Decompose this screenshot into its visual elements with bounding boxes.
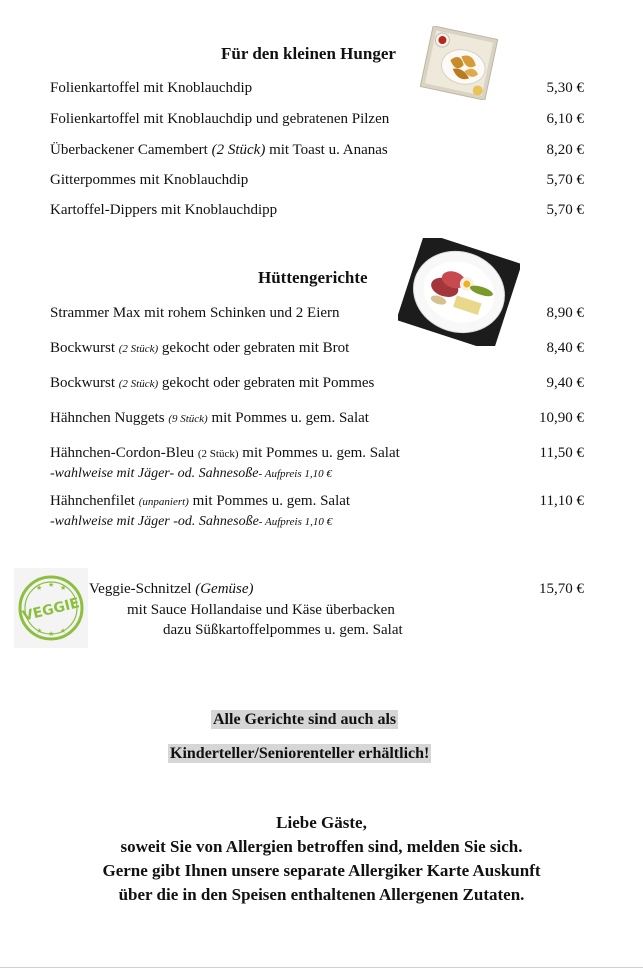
item-name: Folienkartoffel mit Knoblauchdip [50, 80, 253, 96]
veggie-item [89, 581, 254, 598]
svg-text:★: ★ [60, 627, 67, 635]
item-name: Überbackener Camembert [50, 142, 212, 158]
item-name: Kartoffel-Dippers mit Knoblauchdipp [50, 202, 278, 218]
item-name-rest: mit Pommes u. gem. Salat [238, 445, 400, 461]
item-price: 5,70 € [546, 172, 584, 188]
sauce-note [50, 514, 332, 530]
kids-notice-text: Kinderteller/Seniorenteller erhältlich! [170, 745, 430, 762]
note-surcharge: - Aufpreis 1,10 € [258, 516, 333, 528]
menu-item [50, 202, 277, 219]
menu-item [50, 375, 374, 392]
item-quantity: (2 Stück) [118, 378, 159, 390]
item-name: Gitterpommes mit Knoblauchdip [50, 172, 249, 188]
item-name: Veggie-Schnitzel [89, 581, 196, 597]
item-price: 8,20 € [546, 142, 584, 158]
item-name: Folienkartoffel mit Knoblauchdip und gebratenen Pilzen [50, 111, 390, 127]
item-quantity: (2 Stück) [211, 142, 266, 158]
menu-item [50, 445, 400, 462]
svg-text:★: ★ [48, 630, 55, 638]
item-price: 11,50 € [539, 445, 584, 461]
item-quantity: (2 Stück) [197, 448, 239, 460]
svg-text:★: ★ [60, 584, 67, 592]
veggie-stamp-icon [14, 568, 88, 648]
page-bottom-divider [0, 967, 643, 968]
fries-photo [420, 26, 498, 100]
menu-item [50, 410, 369, 427]
item-name-rest: gekocht oder gebraten mit Brot [158, 340, 350, 356]
menu-item [50, 80, 252, 97]
menu-item [50, 172, 248, 189]
item-name-rest: mit Pommes u. gem. Salat [207, 410, 369, 426]
item-name: Hähnchen Nuggets [50, 410, 169, 426]
item-quantity: (unpaniert) [138, 496, 189, 508]
item-price: 15,70 € [539, 581, 584, 597]
item-quantity: (9 Stück) [168, 413, 208, 425]
kids-notice-line-1 [211, 711, 398, 729]
item-name: Hähnchen-Cordon-Bleu [50, 445, 198, 461]
svg-text:★: ★ [36, 584, 43, 592]
veggie-description-1: mit Sauce Hollandaise und Käse überbacken [127, 602, 395, 618]
item-price: 8,40 € [546, 340, 584, 356]
menu-item [50, 305, 340, 322]
item-price: 5,30 € [546, 80, 584, 96]
item-price: 11,10 € [539, 493, 584, 509]
allergy-greeting: Liebe Gäste, [276, 813, 367, 832]
svg-text:★: ★ [48, 581, 55, 589]
item-name: Bockwurst [50, 340, 119, 356]
item-name-rest: mit Pommes u. gem. Salat [188, 493, 351, 509]
section-title-hut-dishes: Hüttengerichte [258, 268, 368, 287]
item-price: 6,10 € [546, 111, 584, 127]
sauce-note [50, 466, 332, 482]
item-price: 9,40 € [546, 375, 584, 391]
item-name: Hähnchenfilet [50, 493, 139, 509]
menu-item [50, 111, 389, 128]
item-price: 8,90 € [546, 305, 584, 321]
kids-notice-line-2 [168, 745, 431, 763]
kids-notice-text: Alle Gerichte sind auch als [213, 711, 397, 728]
item-variant: (Gemüse) [195, 581, 254, 597]
allergy-line: über die in den Speisen enthaltenen Allergenen Zutaten. [118, 885, 525, 904]
veggie-description-2: dazu Süßkartoffelpommes u. gem. Salat [163, 622, 403, 638]
item-quantity: (2 Stück) [118, 343, 159, 355]
svg-text:★: ★ [36, 627, 43, 635]
note-text: -wahlweise mit Jäger -od. Sahnesoße [50, 514, 259, 529]
plate-photo [398, 238, 520, 346]
veggie-stamp-text: VEGGIE [20, 595, 82, 625]
item-name: Bockwurst [50, 375, 119, 391]
note-surcharge: - Aufpreis 1,10 € [258, 468, 332, 480]
allergy-line: Gerne gibt Ihnen unsere separate Allergiker Karte Auskunft [102, 861, 541, 880]
section-title-small-hunger: Für den kleinen Hunger [221, 44, 396, 63]
item-name: Strammer Max mit rohem Schinken und 2 Eiern [50, 305, 340, 321]
note-text: -wahlweise mit Jäger- od. Sahnesoße [50, 466, 259, 481]
item-name-rest: gekocht oder gebraten mit Pommes [158, 375, 375, 391]
menu-item [50, 340, 349, 357]
allergy-line: soweit Sie von Allergien betroffen sind, melden Sie sich. [120, 837, 523, 856]
item-price: 5,70 € [546, 202, 584, 218]
item-name-rest: mit Toast u. Ananas [265, 142, 388, 158]
menu-item [50, 493, 350, 510]
menu-item [50, 142, 388, 159]
item-price: 10,90 € [539, 410, 584, 426]
